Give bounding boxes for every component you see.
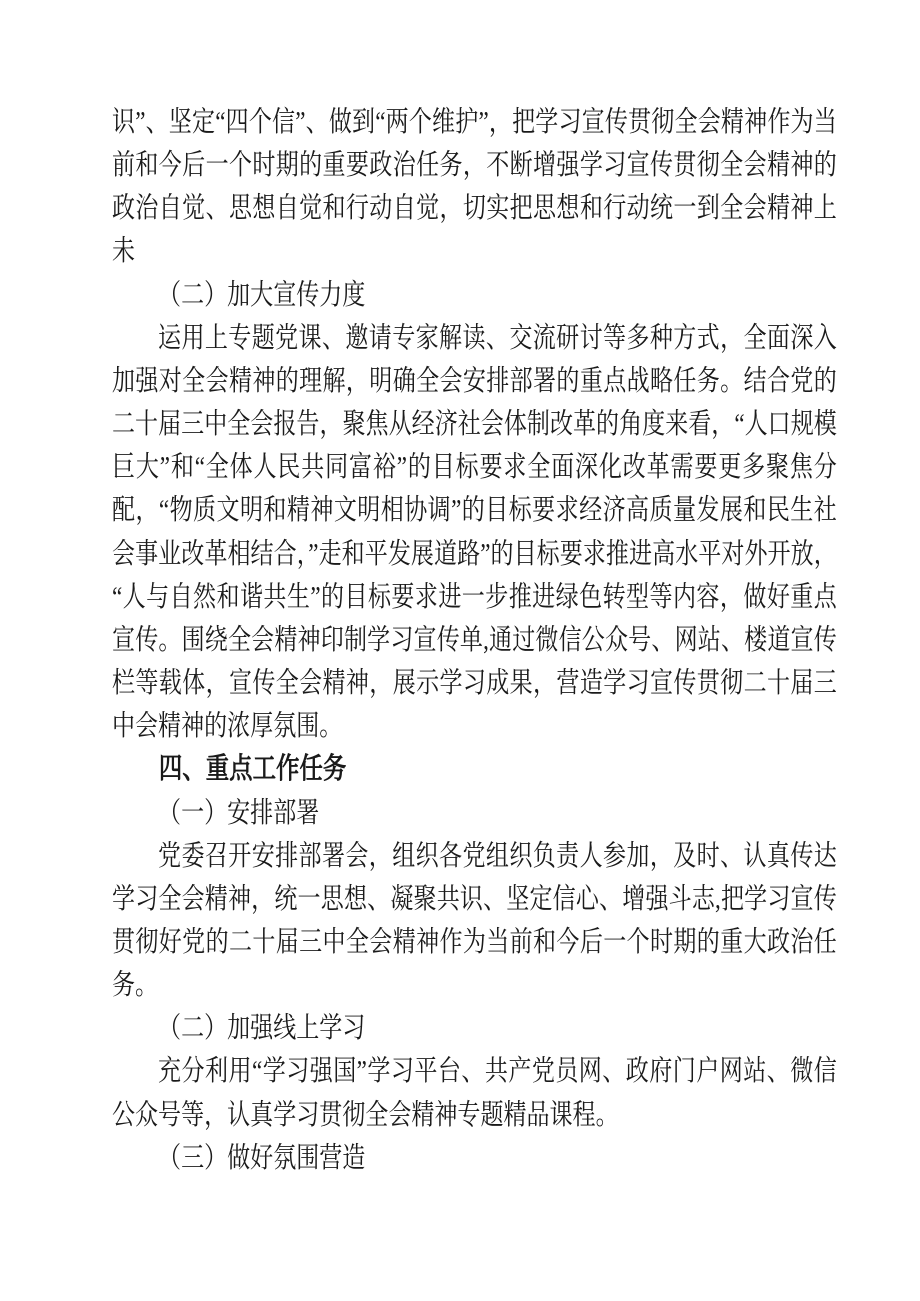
document-body	[112, 101, 837, 1180]
body-paragraph-continuation: 识”、坚定“四个信”、做到“两个维护”，把学习宣传贯彻全会精神作为当前和今后一个时期的重要政治任务，不断增强学习宣传贯彻全会精神的政治自觉、思想自觉和行动自觉，切实把思想和行动统一到全会精神上未	[112, 107, 837, 268]
subsection-heading-publicity: （二）加大宣传力度	[158, 279, 366, 311]
section-heading-key-tasks: 四、重点工作任务	[158, 753, 347, 786]
body-paragraph-online-learning: 充分利用“学习强国”学习平台、共产党员网、政府门户网站、微信公众号等，认真学习贯彻全会精神专题精品课程。	[112, 1056, 837, 1131]
body-paragraph-publicity: 运用上专题党课、邀请专家解读、交流研讨等多种方式，全面深入加强对全会精神的理解，明确全会安排部署的重点战略任务。结合党的二十届三中全会报告，聚焦从经济社会体制改革的角度来看，“人口规模巨大”和“全体人民共同富裕”的目标要求全面深化改革需要更多聚焦分配，“物质文明和精神文明相协调”的目标要求经济高质量发展和民生社会事业改革相结合，”走和平发展道路”的目标要求推进高水平对外开放，“人与自然和谐共生”的目标要求进一步推进绿色转型等内容，做好重点宣传。围绕全会精神印制学习宣传单,通过微信公众号、网站、楼道宣传栏等载体，宣传全会精神，展示学习成果，营造学习宣传贯彻二十届三中会精神的浓厚氛围。	[112, 322, 837, 743]
body-paragraph-deployment: 党委召开安排部署会，组织各党组织负责人参加，及时、认真传达学习全会精神，统一思想、凝聚共识、坚定信心、增强斗志,把学习宣传贯彻好党的二十届三中全会精神作为当前和今后一个时期的重大政治任务。	[112, 840, 837, 1002]
subsection-heading-deployment: （一）安排部署	[158, 797, 320, 829]
subsection-heading-online-learning: （二）加强线上学习	[158, 1013, 366, 1045]
subsection-heading-atmosphere: （三）做好氛围营造	[158, 1142, 366, 1174]
